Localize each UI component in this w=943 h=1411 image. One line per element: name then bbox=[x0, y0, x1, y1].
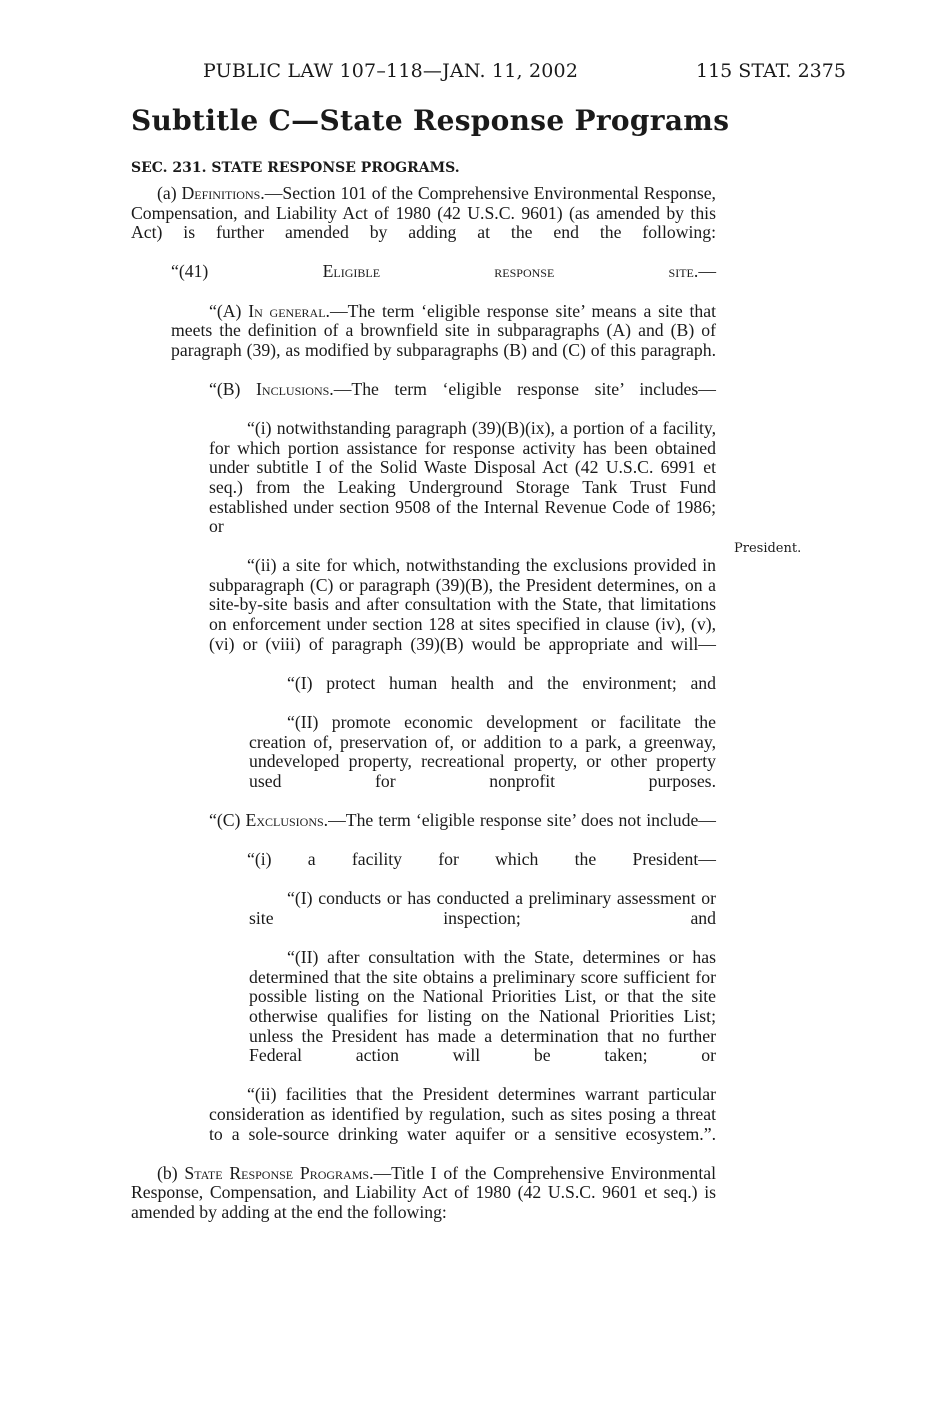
section-heading: SEC. 231. STATE RESPONSE PROGRAMS. bbox=[131, 160, 460, 176]
subclause-C-i-II: “(II) after consultation with the State, determines or has determined that the site obtains a preliminary score sufficient for possible listing on the National Priorities List, or that the site otherwise qualifies for listing on the National Priorities List; unless the President has made a determination that no further Federal action will be taken; or bbox=[249, 947, 716, 1066]
clause-B-i: “(i) notwithstanding paragraph (39)(B)(ix), a portion of a facility, for which portion assistance for response activity has been obtained under subtitle I of the Solid Waste Disposal Act (42 U.S.C. 6991 et seq.) from the Leaking Underground Storage Tank Trust Fund established under section 9508 of the Internal Revenue Code of 1986; or bbox=[209, 418, 716, 537]
subsection-b: (b) State Response Programs.—Title I of the Comprehensive Environmental Response, Compensation, and Liability Act of 1980 (42 U.S.C. 9601 et seq.) is amended by adding at the end the following: bbox=[131, 1162, 717, 1222]
subtitle-heading: Subtitle C—State Response Programs bbox=[131, 104, 730, 137]
statute-body bbox=[131, 184, 716, 1222]
subparagraph-B: “(B) Inclusions.—The term ‘eligible response site’ includes— bbox=[209, 378, 716, 399]
subclause-C-i-I: “(I) conducts or has conducted a preliminary assessment or site inspection; and bbox=[249, 888, 716, 928]
paragraph-41-heading: “(41) Eligible response site.— bbox=[171, 261, 716, 282]
clause-B-ii: “(ii) a site for which, notwithstanding the exclusions provided in subparagraph (C) or paragraph (39)(B), the President determines, on a site-by-site basis and after consultation with the State, that limitations on enforcement under section 128 at sites specified in clause (iv), (v), (vi) or (viii) of paragraph (39)(B) would be appropriate and will— bbox=[209, 555, 716, 654]
clause-C-i: “(i) a facility for which the President— bbox=[247, 849, 716, 870]
subclause-B-ii-II: “(II) promote economic development or facilitate the creation of, preservation of, or addition to a park, a greenway, undeveloped property, recreational property, or other property used for nonprofit purposes. bbox=[249, 712, 716, 791]
running-header-law: PUBLIC LAW 107–118—JAN. 11, 2002 bbox=[203, 60, 579, 82]
subparagraph-A: “(A) In general.—The term ‘eligible response site’ means a site that meets the definition of a brownfield site in subparagraphs (A) and (B) of paragraph (39), as modified by subparagraphs (B) and (C) of this paragraph. bbox=[171, 300, 716, 360]
margin-note: President. bbox=[734, 541, 802, 556]
subsection-a: (a) Definitions.—Section 101 of the Comprehensive Environmental Response, Compensation, and Liability Act of 1980 (42 U.S.C. 9601) (as amended by this Act) is further amended by adding at the end the following: bbox=[131, 183, 716, 243]
subclause-B-ii-I: “(I) protect human health and the environment; and bbox=[287, 672, 716, 693]
clause-C-ii: “(ii) facilities that the President determines warrant particular consideration as identified by regulation, such as sites posing a threat to a sole-source drinking water aquifer or a sensitive ecosystem.”. bbox=[209, 1084, 716, 1144]
subparagraph-C: “(C) Exclusions.—The term ‘eligible response site’ does not include— bbox=[209, 810, 716, 830]
running-header-page: 115 STAT. 2375 bbox=[696, 60, 846, 82]
